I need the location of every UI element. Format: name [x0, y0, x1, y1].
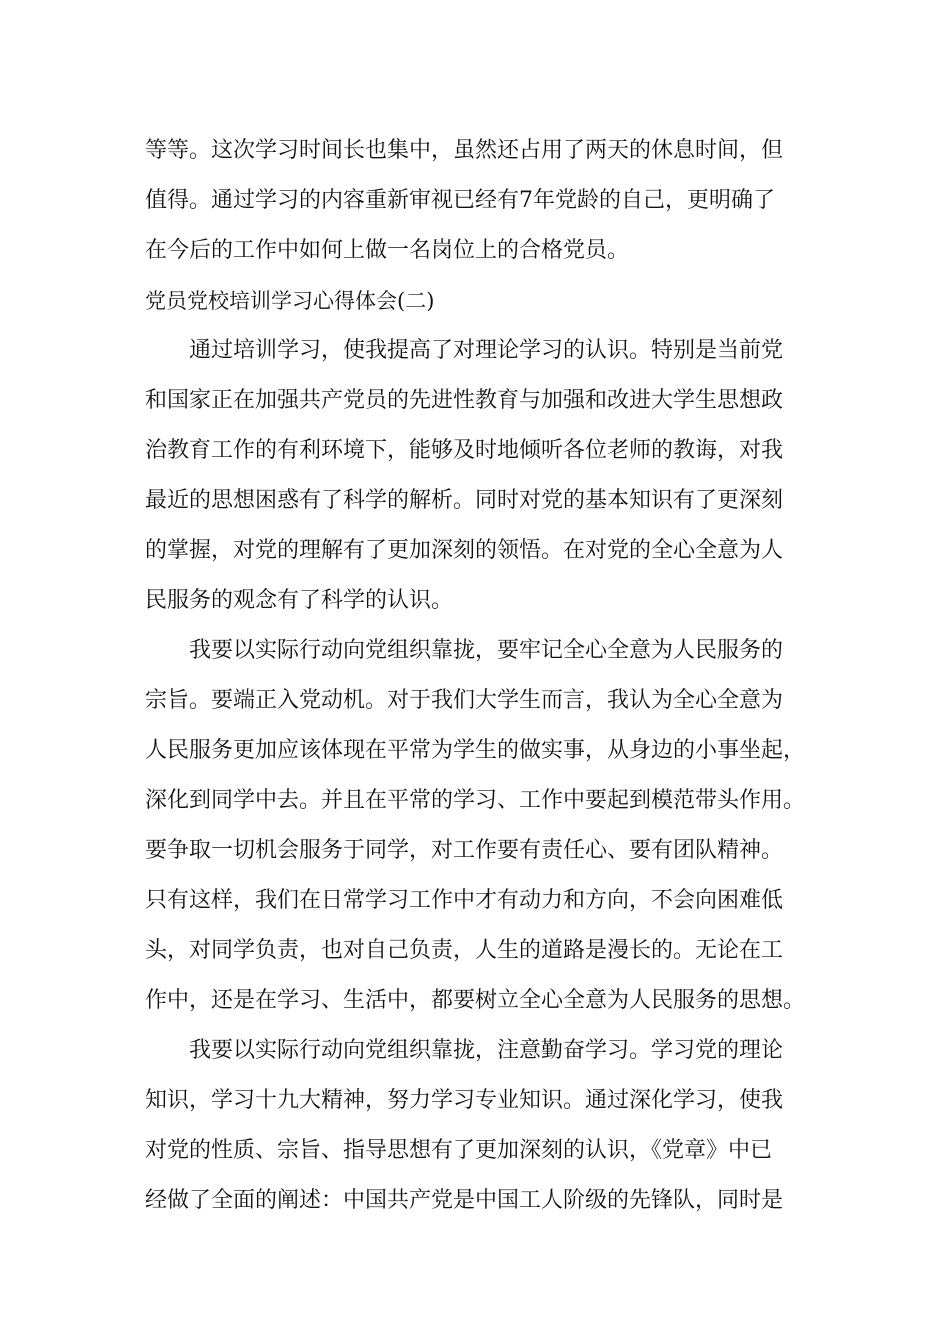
- paragraph-line: 最近的思想困惑有了科学的解析。同时对党的基本知识有了更深刻: [145, 488, 784, 513]
- paragraph-line: 人民服务更加应该体现在平常为学生的做实事，从身边的小事坐起，: [145, 738, 806, 763]
- paragraph-line: 知识，学习十九大精神，努力学习专业知识。通过深化学习，使我: [145, 1088, 784, 1113]
- continuation-line: 等等。这次学习时间长也集中，虽然还占用了两天的休息时间，但: [145, 138, 784, 163]
- paragraph-line: 民服务的观念有了科学的认识。: [145, 588, 454, 613]
- paragraph-line: 头，对同学负责，也对自己负责，人生的道路是漫长的。无论在工: [145, 938, 784, 963]
- paragraph-line: 宗旨。要端正入党动机。对于我们大学生而言，我认为全心全意为: [145, 688, 784, 713]
- paragraph-line: 我要以实际行动向党组织靠拢，注意勤奋学习。学习党的理论: [189, 1038, 784, 1063]
- paragraph-line: 只有这样，我们在日常学习工作中才有动力和方向，不会向困难低: [145, 888, 784, 913]
- paragraph-line: 通过培训学习，使我提高了对理论学习的认识。特别是当前党: [189, 338, 784, 363]
- continuation-line: 值得。通过学习的内容重新审视已经有7年党龄的自己，更明确了: [145, 188, 775, 213]
- continuation-line: 在今后的工作中如何上做一名岗位上的合格党员。: [145, 238, 630, 263]
- paragraph-line: 的掌握，对党的理解有了更加深刻的领悟。在对党的全心全意为人: [145, 538, 784, 563]
- paragraph-line: 治教育工作的有利环境下，能够及时地倾听各位老师的教诲，对我: [145, 438, 784, 463]
- section-title: 党员党校培训学习心得体会(二): [145, 289, 435, 313]
- paragraph-line: 要争取一切机会服务于同学，对工作要有责任心、要有团队精神。: [145, 838, 784, 863]
- paragraph-line: 深化到同学中去。并且在平常的学习、工作中要起到模范带头作用。: [145, 788, 806, 813]
- paragraph-line: 我要以实际行动向党组织靠拢，要牢记全心全意为人民服务的: [189, 638, 784, 663]
- paragraph-line: 经做了全面的阐述：中国共产党是中国工人阶级的先锋队，同时是: [145, 1188, 784, 1213]
- paragraph-line: 对党的性质、宗旨、指导思想有了更加深刻的认识，《党章》中已: [145, 1138, 773, 1163]
- paragraph-line: 作中，还是在学习、生活中，都要树立全心全意为人民服务的思想。: [145, 988, 806, 1013]
- paragraph-line: 和国家正在加强共产党员的先进性教育与加强和改进大学生思想政: [145, 388, 784, 413]
